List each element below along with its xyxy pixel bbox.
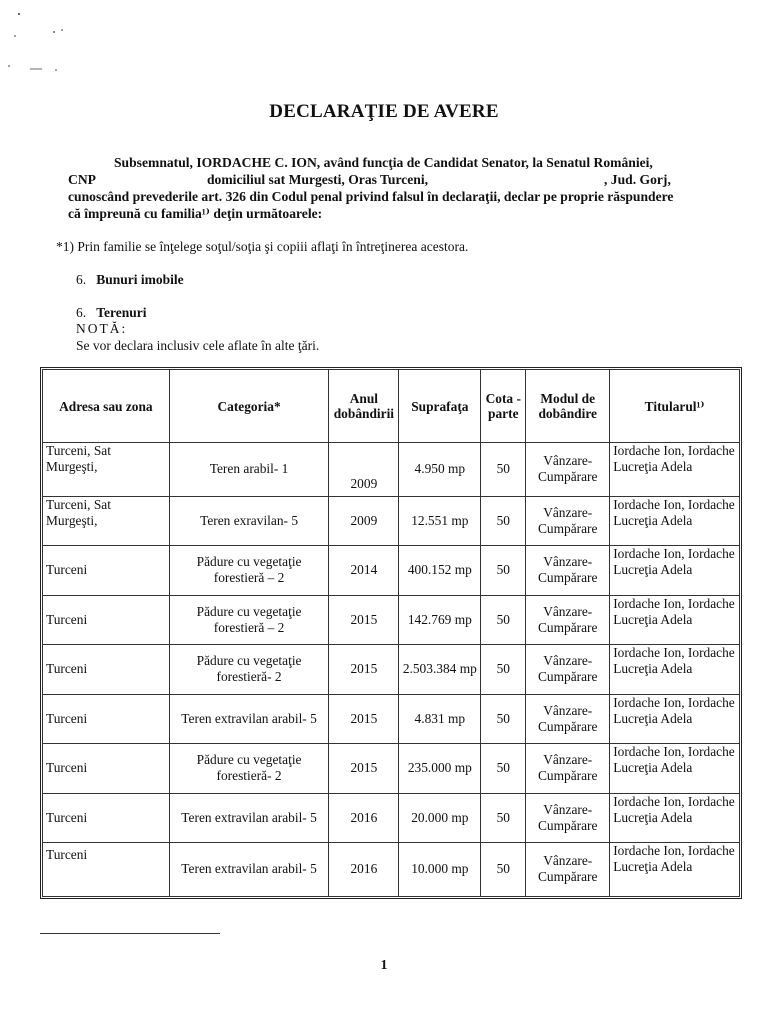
cell-address: Turceni xyxy=(43,546,170,596)
cell-category: Teren arabil- 1 xyxy=(169,443,329,497)
cell-address: Turceni xyxy=(43,645,170,695)
cell-holder: Iordache Ion, Iordache Lucreţia Adela xyxy=(610,793,740,843)
cell-share: 50 xyxy=(481,793,526,843)
cell-area: 4.950 mp xyxy=(399,443,481,497)
table-row xyxy=(43,443,740,497)
intro-line-3: cunoscând prevederile art. 326 din Codul penal privind falsul în declaraţii, declar pe proprie răspundere xyxy=(68,189,674,204)
cell-area: 142.769 mp xyxy=(399,595,481,645)
cell-area: 2.503.384 mp xyxy=(399,645,481,695)
cell-year: 2015 xyxy=(329,645,399,695)
intro-line-2 xyxy=(68,171,768,188)
table-row xyxy=(43,744,740,794)
section-number: 6. xyxy=(76,272,87,287)
cell-mode: Vânzare-Cumpărare xyxy=(526,843,610,897)
nota-label: NOTĂ: xyxy=(76,321,128,336)
cell-category: Pădure cu vegetaţie forestieră- 2 xyxy=(169,744,329,794)
section-label: Bunuri imobile xyxy=(96,272,184,287)
cnp-label: CNP xyxy=(68,172,96,187)
cell-category: Teren extravilan arabil- 5 xyxy=(169,843,329,897)
cell-year: 2016 xyxy=(329,793,399,843)
cell-mode: Vânzare-Cumpărare xyxy=(526,744,610,794)
footnote-divider xyxy=(40,933,220,934)
cell-category: Teren exravilan- 5 xyxy=(169,496,329,546)
section-number: 6. xyxy=(76,305,87,320)
cell-share: 50 xyxy=(481,496,526,546)
cell-holder: Iordache Ion, Iordache Lucreţia Adela xyxy=(610,595,740,645)
header-year: Anul dobândirii xyxy=(329,370,399,443)
nota-text: Se vor declara inclusiv cele aflate în alte ţări. xyxy=(76,338,320,353)
family-footnote: *1) Prin familie se înţelege soţul/soţia şi copiii aflaţi în întreţinerea acestora. xyxy=(56,239,469,254)
cell-mode: Vânzare-Cumpărare xyxy=(526,546,610,596)
cell-area: 4.831 mp xyxy=(399,694,481,744)
cell-address: Turceni xyxy=(43,793,170,843)
cell-holder: Iordache Ion, Iordache Lucreţia Adela xyxy=(610,645,740,695)
cell-share: 50 xyxy=(481,744,526,794)
page-number: 1 xyxy=(380,958,388,973)
section-heading-immovable xyxy=(76,272,184,288)
section-label: Terenuri xyxy=(96,305,147,320)
cell-share: 50 xyxy=(481,694,526,744)
cell-category: Teren extravilan arabil- 5 xyxy=(169,793,329,843)
cell-holder: Iordache Ion, Iordache Lucreţia Adela xyxy=(610,546,740,596)
cell-address: Turceni, Sat Murgeşti, xyxy=(43,443,170,497)
cell-year: 2015 xyxy=(329,744,399,794)
header-address: Adresa sau zona xyxy=(43,370,170,443)
cell-address: Turceni xyxy=(43,744,170,794)
cell-holder: Iordache Ion, Iordache Lucreţia Adela xyxy=(610,496,740,546)
cell-share: 50 xyxy=(481,843,526,897)
cell-mode: Vânzare-Cumpărare xyxy=(526,595,610,645)
table-row xyxy=(43,793,740,843)
cell-year: 2016 xyxy=(329,843,399,897)
intro-line-4: că împreună cu familia¹⁾ deţin următoarele: xyxy=(68,206,323,221)
table-row xyxy=(43,595,740,645)
section-heading-land xyxy=(76,305,147,321)
cell-area: 12.551 mp xyxy=(399,496,481,546)
cell-category: Teren extravilan arabil- 5 xyxy=(169,694,329,744)
cell-address: Turceni, Sat Murgeşti, xyxy=(43,496,170,546)
header-category: Categoria* xyxy=(169,370,329,443)
cell-category: Pădure cu vegetaţie forestieră – 2 xyxy=(169,595,329,645)
cell-holder: Iordache Ion, Iordache Lucreţia Adela xyxy=(610,694,740,744)
cell-year: 2014 xyxy=(329,546,399,596)
table-row xyxy=(43,645,740,695)
cell-year: 2015 xyxy=(329,595,399,645)
cell-share: 50 xyxy=(481,443,526,497)
cell-area: 10.000 mp xyxy=(399,843,481,897)
cell-address: Turceni xyxy=(43,595,170,645)
cell-mode: Vânzare-Cumpărare xyxy=(526,694,610,744)
cell-share: 50 xyxy=(481,595,526,645)
scan-specks xyxy=(0,0,768,90)
domicile-text: domiciliul sat Murgesti, Oras Turceni, xyxy=(207,172,429,187)
header-mode: Modul de dobândire xyxy=(526,370,610,443)
cell-mode: Vânzare-Cumpărare xyxy=(526,443,610,497)
table-row xyxy=(43,546,740,596)
cell-area: 400.152 mp xyxy=(399,546,481,596)
intro-line-1: Subsemnatul, IORDACHE C. ION, având funcţia de Candidat Senator, la Senatul României, xyxy=(114,155,653,170)
cell-holder: Iordache Ion, Iordache Lucreţia Adela xyxy=(610,843,740,897)
table-row xyxy=(43,694,740,744)
cell-category: Pădure cu vegetaţie forestieră- 2 xyxy=(169,645,329,695)
cell-mode: Vânzare-Cumpărare xyxy=(526,645,610,695)
cell-year: 2015 xyxy=(329,694,399,744)
header-holder: Titularul¹⁾ xyxy=(610,370,740,443)
cell-share: 50 xyxy=(481,645,526,695)
table-header-row xyxy=(43,370,740,443)
cell-mode: Vânzare-Cumpărare xyxy=(526,496,610,546)
cell-area: 20.000 mp xyxy=(399,793,481,843)
cell-address: Turceni xyxy=(43,843,170,897)
land-table xyxy=(42,369,740,897)
cell-category: Pădure cu vegetaţie forestieră – 2 xyxy=(169,546,329,596)
cell-address: Turceni xyxy=(43,694,170,744)
county-text: , Jud. Gorj, xyxy=(604,172,671,187)
cell-year: 2009 xyxy=(329,443,399,497)
cell-share: 50 xyxy=(481,546,526,596)
cell-area: 235.000 mp xyxy=(399,744,481,794)
document-title: DECLARAŢIE DE AVERE xyxy=(269,101,499,122)
table-row xyxy=(43,843,740,897)
header-share: Cota - parte xyxy=(481,370,526,443)
cell-year: 2009 xyxy=(329,496,399,546)
table-row xyxy=(43,496,740,546)
cell-mode: Vânzare-Cumpărare xyxy=(526,793,610,843)
cell-holder: Iordache Ion, Iordache Lucreţia Adela xyxy=(610,744,740,794)
cell-holder: Iordache Ion, Iordache Lucreţia Adela xyxy=(610,443,740,497)
header-area: Suprafaţa xyxy=(399,370,481,443)
